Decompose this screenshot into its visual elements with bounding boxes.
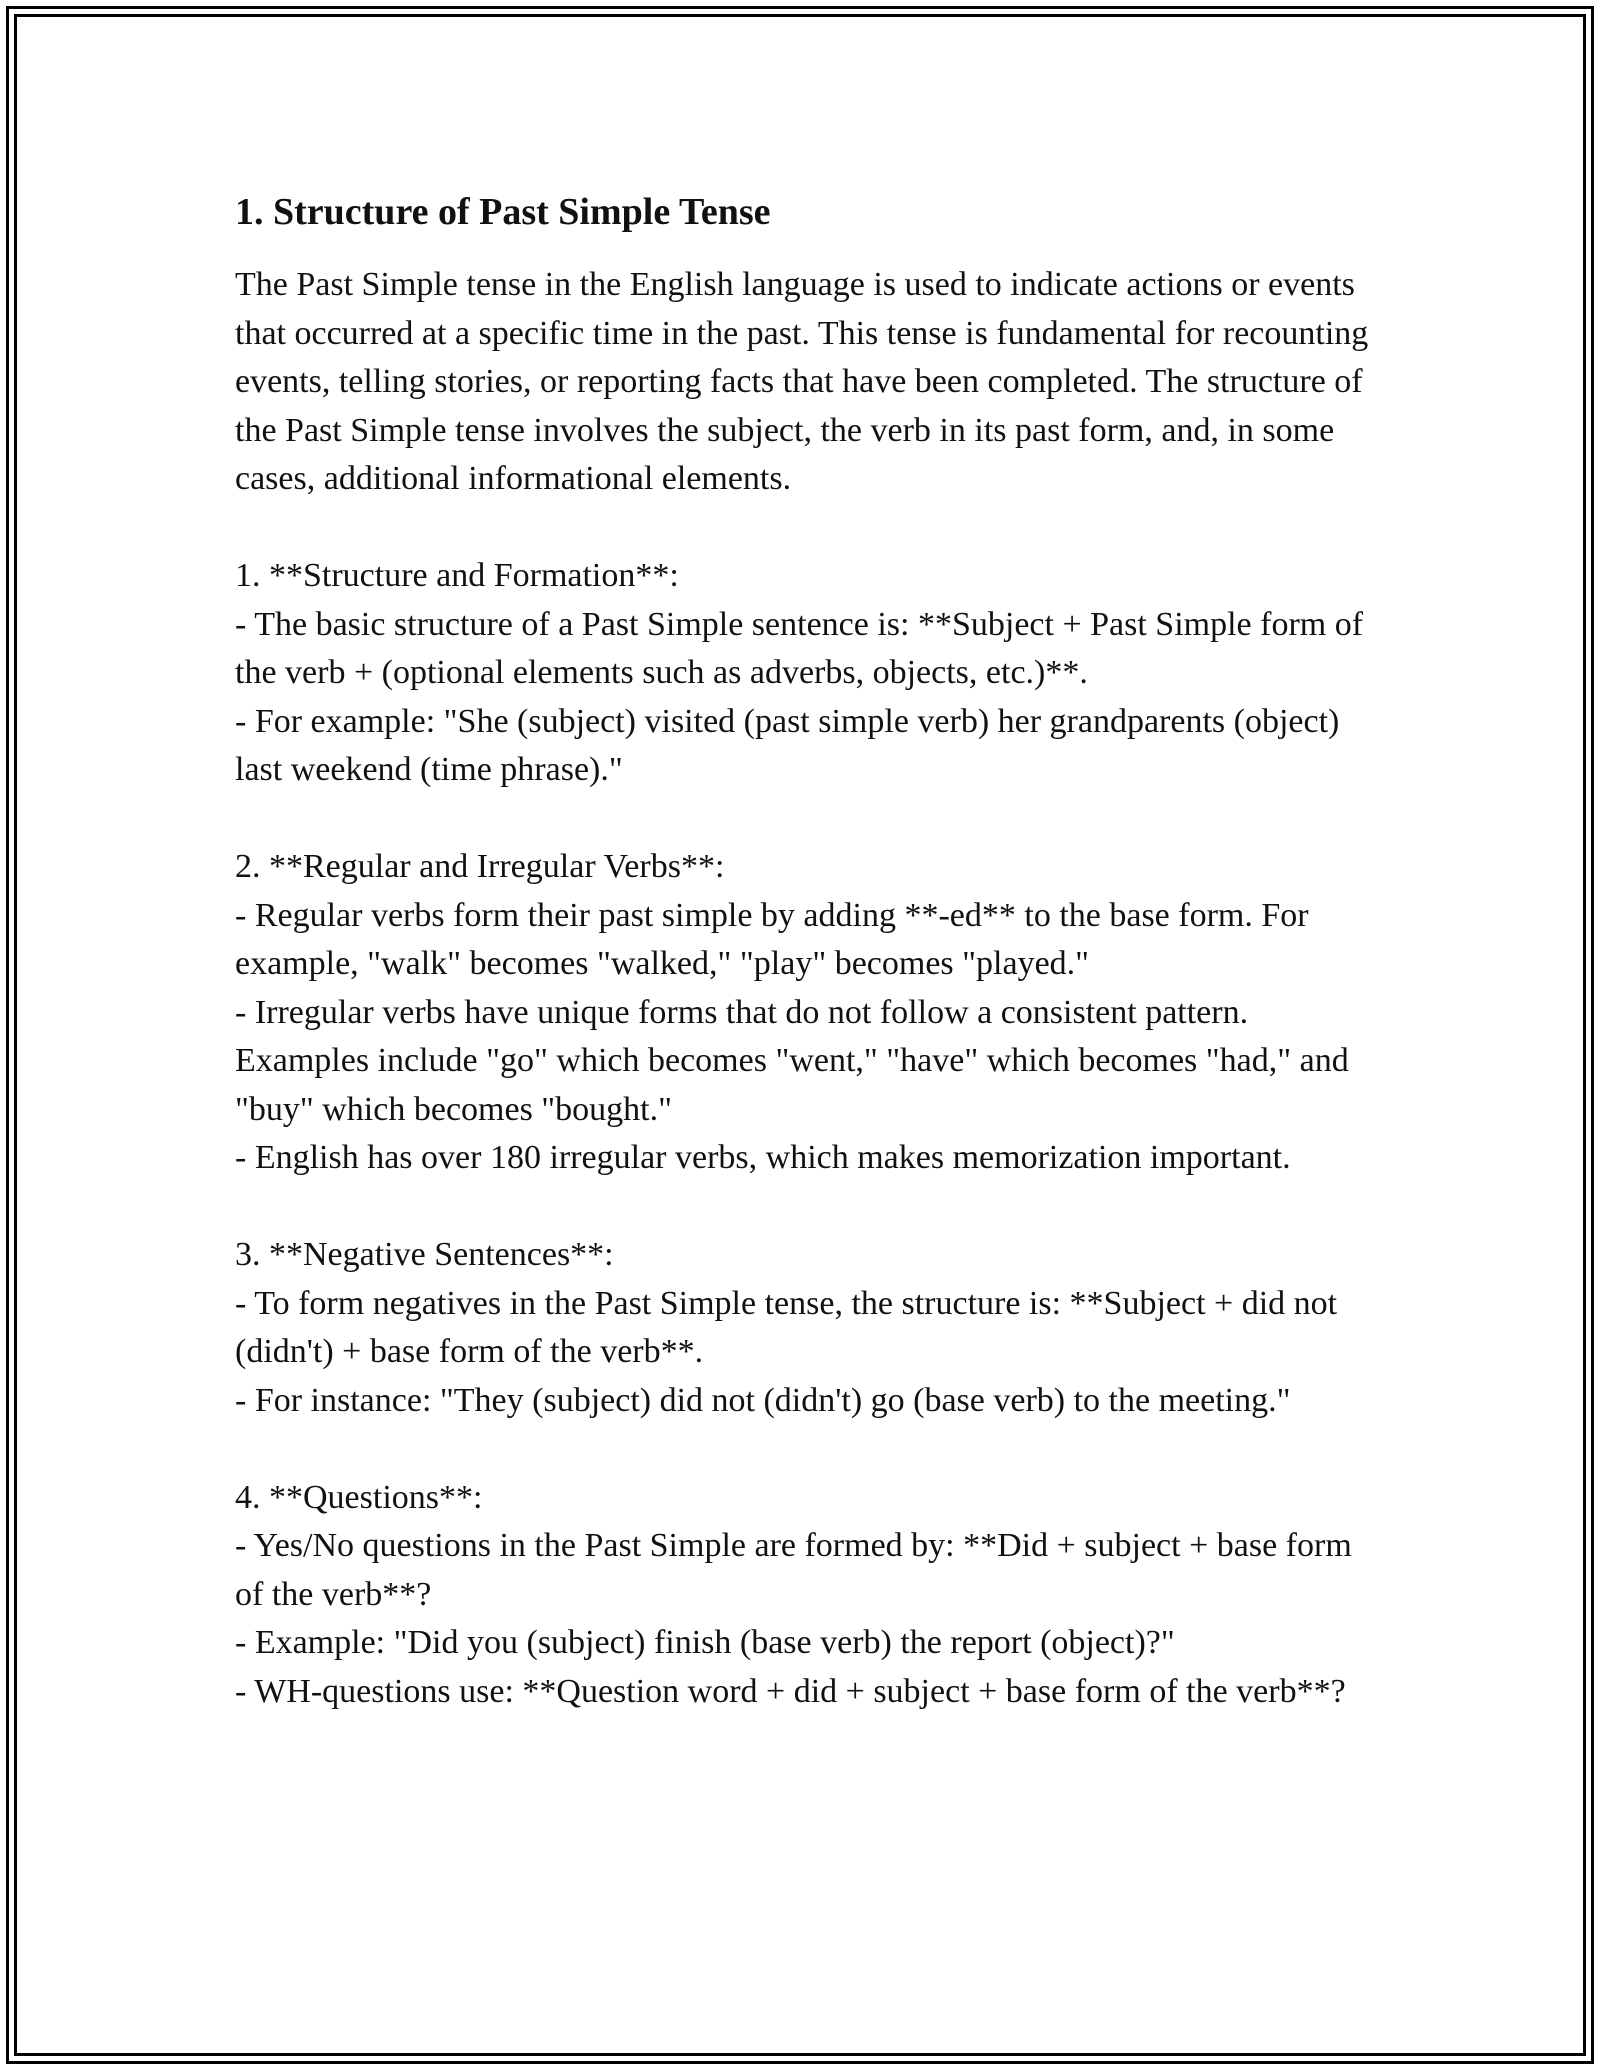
spacer [235,1425,1370,1474]
section-title: 4. **Questions**: [235,1478,483,1516]
list-item: - WH-questions use: **Question word + did + subject + base form of the verb**? [235,1672,1346,1710]
document-body [235,185,1370,1716]
list-item: - For example: "She (subject) visited (past simple verb) her grandparents (object) last weekend (time phrase)." [235,702,1340,788]
intro-paragraph: The Past Simple tense in the English language is used to indicate actions or events that occurred at a specific time in the past. This tense is fundamental for recounting events, telling stories, or reporting facts that have been completed. The structure of the Past Simple tense involves the subject, the verb in its past form, and, in some cases, additional informational elements. [235,266,1369,497]
section-title: 1. **Structure and Formation**: [235,557,679,594]
spacer [235,1183,1370,1232]
section-structure-formation [235,552,1370,795]
list-item: - For instance: "They (subject) did not (didn't) go (base verb) to the meeting." [235,1381,1291,1419]
list-item: - Irregular verbs have unique forms that do not follow a consistent pattern. Examples include "go" which becomes "went," "have" which becomes "had," and "buy" which becomes "bought." [235,993,1349,1128]
page-title: 1. Structure of Past Simple Tense [235,191,771,233]
section-negative-sentences [235,1231,1370,1425]
list-item: - English has over 180 irregular verbs, which makes memorization important. [235,1139,1291,1176]
list-item: - Yes/No questions in the Past Simple are formed by: **Did + subject + base form of the verb**? [235,1527,1352,1613]
spacer [235,795,1370,844]
section-regular-irregular-verbs [235,843,1370,1183]
section-title: 2. **Regular and Irregular Verbs**: [235,848,725,885]
list-item: - The basic structure of a Past Simple sentence is: **Subject + Past Simple form of the verb + (optional elements such as adverbs, objects, etc.)**. [235,605,1364,691]
list-item: - Regular verbs form their past simple by adding **-ed** to the base form. For example, "walk" becomes "walked," "play" becomes "played." [235,896,1309,982]
section-title: 3. **Negative Sentences**: [235,1236,614,1273]
section-questions [235,1474,1370,1717]
list-item: - To form negatives in the Past Simple tense, the structure is: **Subject + did not (didn't) + base form of the verb**. [235,1284,1338,1370]
list-item: - Example: "Did you (subject) finish (base verb) the report (object)?" [235,1624,1175,1661]
spacer [235,504,1370,553]
